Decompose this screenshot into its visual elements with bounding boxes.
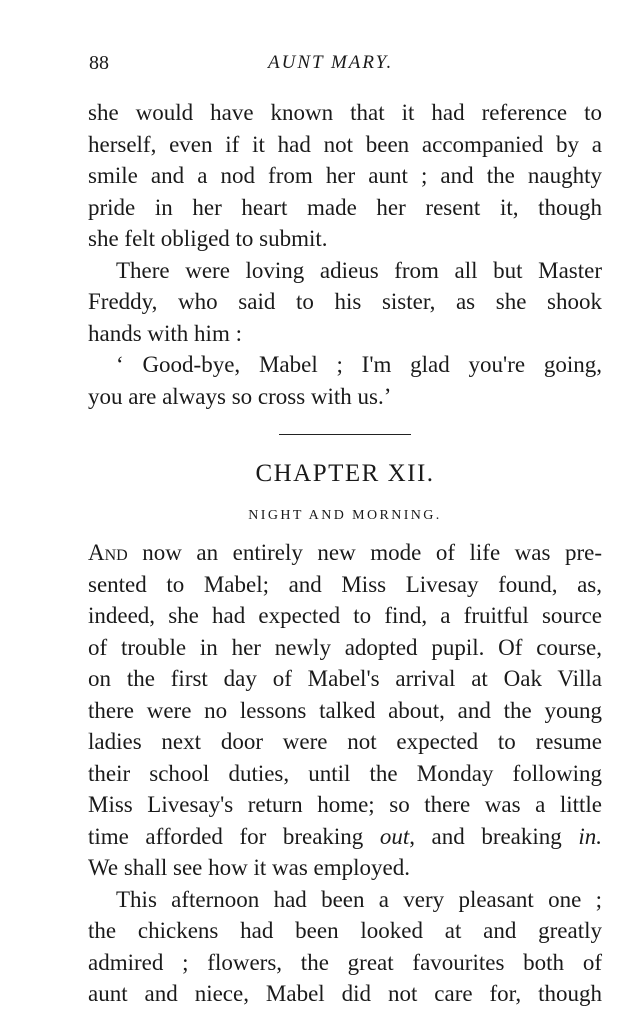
paragraph	[88, 97, 602, 255]
text-line: admired ; flowers, the great favourites both of	[88, 949, 602, 975]
text-line: sented to Mabel; and Miss Livesay found, as,	[88, 571, 602, 597]
text-line: she felt obliged to submit.	[88, 226, 328, 251]
text-line: herself, even if it had not been accompanied by a	[88, 131, 602, 157]
text-line: Freddy, who said to his sister, as she shook	[88, 289, 602, 314]
text-line: aunt and niece, Mabel did not care for, though	[88, 981, 602, 1006]
paragraph	[88, 537, 602, 884]
text-line: hands with him :	[88, 320, 242, 346]
paragraph	[88, 255, 602, 350]
drop-cap-word: And	[88, 540, 128, 565]
text-line: indeed, she had expected to find, a fruitful source	[88, 603, 602, 628]
text-line: she would have known that it had reference to	[88, 100, 602, 125]
text-line: There were loving adieus from all but Master	[116, 257, 602, 283]
page-number: 88	[89, 52, 109, 74]
text-line: ladies next door were not expected to resume	[88, 729, 602, 754]
text-span: , and breaking	[409, 823, 579, 849]
text-line: ‘ Good-bye, Mabel ; I'm glad you're going,	[116, 352, 602, 377]
text-line: This afternoon had been a very pleasant one ;	[116, 886, 602, 912]
text-line: of trouble in her newly adopted pupil. Of course,	[88, 634, 602, 660]
text-span: time afforded for breaking	[88, 823, 380, 849]
text-line: smile and a nod from her aunt ; and the naughty	[88, 163, 602, 188]
text-line: there were no lessons talked about, and the young	[88, 697, 602, 723]
text-line: on the first day of Mabel's arrival at Oak Villa	[88, 666, 602, 691]
chapter-subtitle: NIGHT AND MORNING.	[248, 508, 442, 523]
page-header	[0, 52, 634, 76]
paragraph	[88, 884, 602, 1010]
text-line: the chickens had been looked at and greatly	[88, 918, 602, 943]
text-line: We shall see how it was employed.	[88, 855, 410, 880]
text-line: pride in her heart made her resent it, though	[88, 194, 602, 220]
paragraph	[88, 349, 602, 412]
text-line: Miss Livesay's return home; so there was a little	[88, 792, 602, 817]
italic-word: in.	[578, 823, 602, 849]
chapter-title: CHAPTER XII.	[255, 460, 435, 487]
running-title: AUNT MARY.	[268, 52, 394, 73]
text-line: their school duties, until the Monday following	[88, 760, 602, 786]
text-line: you are always so cross with us.’	[88, 383, 392, 409]
text-line	[88, 821, 602, 853]
section-divider-rule	[279, 434, 411, 435]
text-line	[88, 537, 602, 569]
text-span: now an entirely new mode of life was pre-	[127, 540, 602, 565]
italic-word: out	[379, 823, 410, 849]
page-body	[88, 97, 602, 1010]
